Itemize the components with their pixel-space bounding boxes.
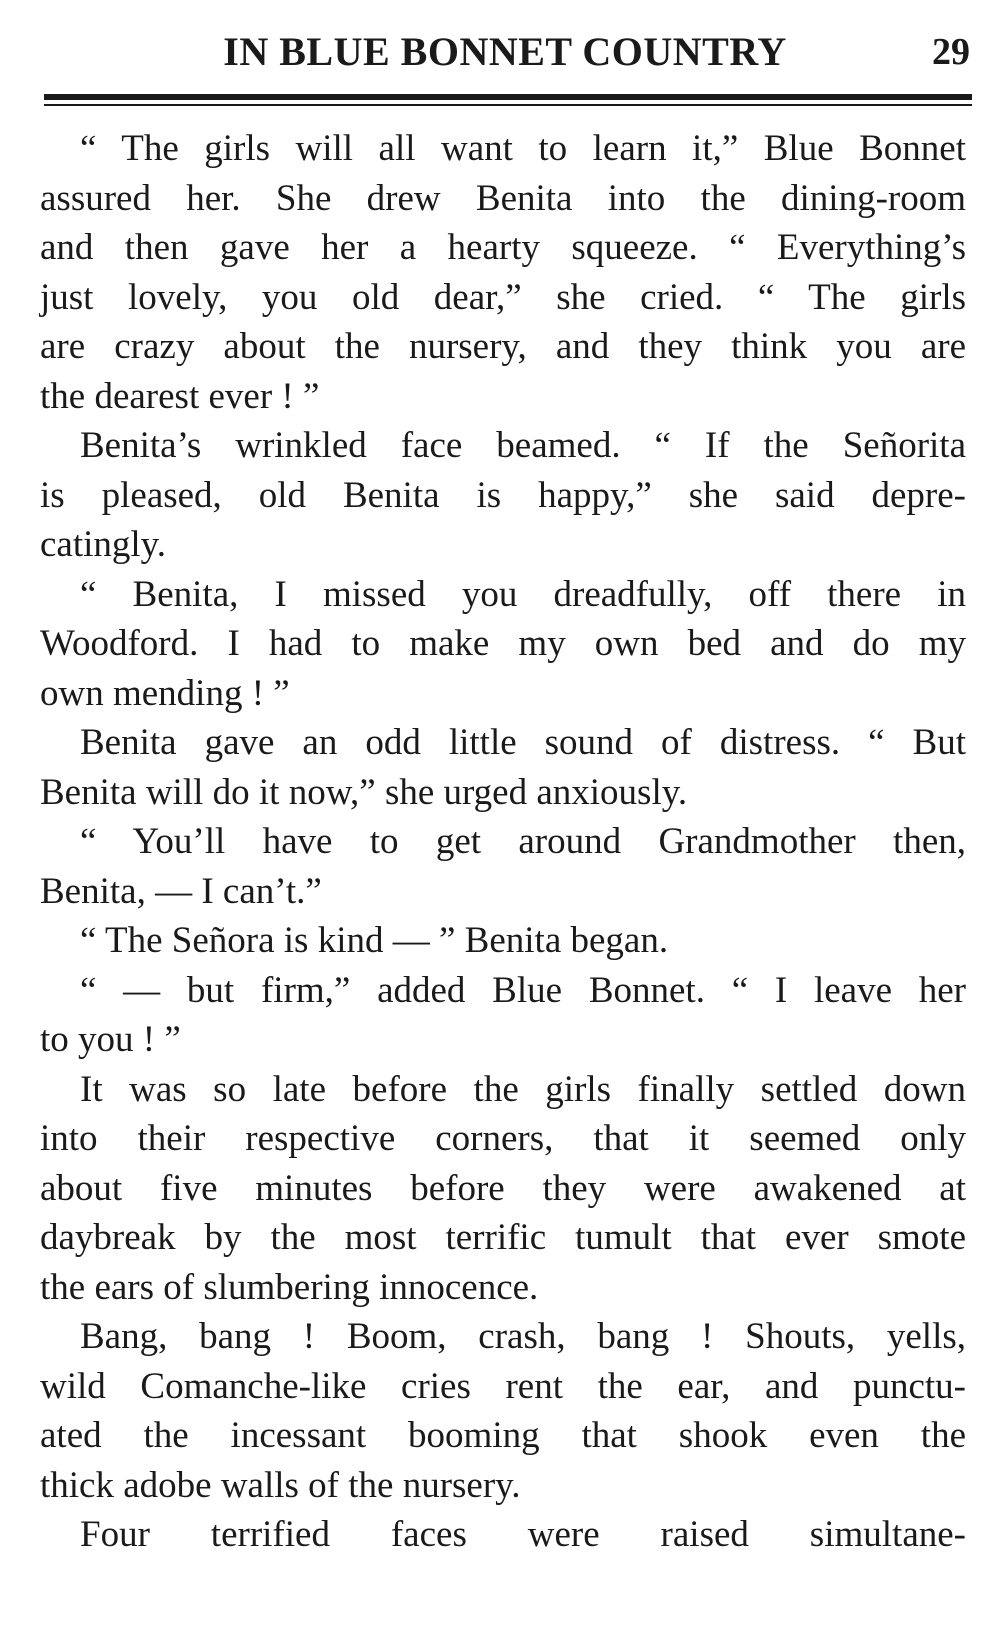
- header-rule-thick: [44, 94, 972, 100]
- text-line: the dearest ever ! ”: [40, 375, 320, 417]
- text-line: assured her. She drew Benita into the dining-room: [40, 177, 966, 219]
- text-line: own mending ! ”: [40, 672, 290, 714]
- text-line: to you ! ”: [40, 1019, 181, 1060]
- text-line: It was so late before the girls finally settled down: [80, 1068, 966, 1110]
- paragraph: [40, 718, 966, 817]
- text-line: Benita’s wrinkled face beamed. “ If the Señorita: [80, 425, 966, 466]
- text-line: catingly.: [40, 524, 167, 565]
- text-line: the ears of slumbering innocence.: [40, 1266, 539, 1308]
- running-head-title: IN BLUE BONNET COUNTRY: [223, 29, 787, 74]
- text-line: into their respective corners, that it seemed only: [40, 1118, 966, 1159]
- text-line: Four terrified faces were raised simultane-: [80, 1514, 966, 1555]
- text-line: and then gave her a hearty squeeze. “ Everything’s: [40, 227, 966, 268]
- paragraph: [40, 1065, 966, 1313]
- text-line: Benita, — I can’t.”: [40, 870, 322, 912]
- text-line: is pleased, old Benita is happy,” she said depre-: [40, 474, 966, 516]
- text-line: Benita gave an odd little sound of distress. “ But: [80, 722, 966, 763]
- text-line: Woodford. I had to make my own bed and do my: [40, 623, 966, 664]
- text-line: daybreak by the most terrific tumult that ever smote: [40, 1217, 966, 1258]
- paragraph: [40, 570, 966, 719]
- paragraph: [40, 1510, 966, 1560]
- text-line: are crazy about the nursery, and they think you are: [40, 326, 966, 367]
- text-line: just lovely, you old dear,” she cried. “ The girls: [40, 276, 966, 318]
- paragraph: [40, 916, 966, 966]
- text-line: ated the incessant booming that shook even the: [40, 1415, 966, 1456]
- header-rule-thin: [44, 104, 972, 106]
- text-line: “ You’ll have to get around Grandmother then,: [80, 821, 966, 862]
- text-line: Bang, bang ! Boom, crash, bang ! Shouts, yells,: [80, 1316, 966, 1357]
- paragraph: [40, 1312, 966, 1510]
- text-line: “ — but firm,” added Blue Bonnet. “ I leave her: [80, 969, 966, 1011]
- text-line: thick adobe walls of the nursery.: [40, 1464, 521, 1506]
- text-line: about five minutes before they were awakened at: [40, 1167, 966, 1209]
- paragraph: [40, 124, 966, 421]
- body-text: [40, 124, 966, 1560]
- paragraph: [40, 421, 966, 570]
- page-number: 29: [932, 31, 970, 73]
- running-head: [40, 24, 970, 80]
- text-line: “ The Señora is kind — ” Benita began.: [80, 920, 669, 961]
- text-line: wild Comanche-like cries rent the ear, and punctu-: [40, 1365, 966, 1407]
- text-line: “ The girls will all want to learn it,” Blue Bonnet: [80, 128, 966, 169]
- text-line: Benita will do it now,” she urged anxiously.: [40, 771, 688, 813]
- paragraph: [40, 966, 966, 1065]
- text-line: “ Benita, I missed you dreadfully, off there in: [80, 573, 966, 615]
- paragraph: [40, 817, 966, 916]
